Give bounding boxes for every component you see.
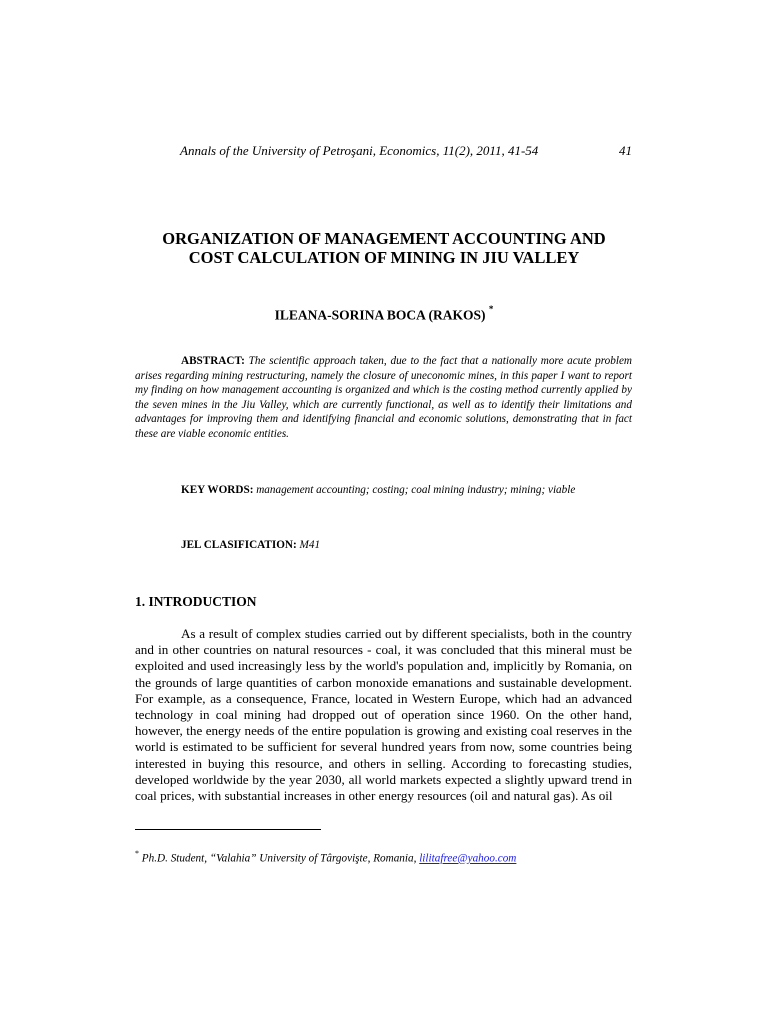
paper-title <box>100 229 668 267</box>
footnote <box>135 850 632 865</box>
introduction-paragraph: As a result of complex studies carried out by different specialists, both in the country and in other countries on natural resources - coal, it was concluded that this mineral must be exploited and used increasingly less by the world's population and, implicitly by Romania, on the grounds of large quantities of carbon monoxide emanations and sustainable development. For example, as a consequence, France, located in Western Europe, which had an advanced technology in coal mining had dropped out of operation since 1960. On the other hand, however, the energy needs of the entire population is growing and existing coal reserves in the world is estimated to be sufficient for several hundred years from now, some countries being interested in buying this resource, and others in selling. According to forecasting studies, developed worldwide by the year 2030, all world markets expected a slightly upward trend in coal prices, with substantial increases in other energy resources (oil and natural gas). As oil <box>135 626 632 804</box>
footnote-separator <box>135 829 321 830</box>
jel-code: M41 <box>299 539 321 551</box>
author-line <box>100 306 668 324</box>
journal-citation: Annals of the University of Petroşani, Economics, 11(2), 2011, 41-54 <box>180 143 539 158</box>
running-header <box>180 142 632 160</box>
jel-classification <box>135 538 632 553</box>
keywords-label: KEY WORDS: <box>181 484 254 496</box>
abstract <box>135 354 632 441</box>
introduction-body <box>135 626 632 804</box>
author-name: ILEANA-SORINA BOCA (RAKOS) <box>274 307 486 323</box>
abstract-label: ABSTRACT: <box>181 355 245 367</box>
page-number: 41 <box>619 143 632 158</box>
keywords-text: management accounting; costing; coal mining industry; mining; viable <box>256 484 576 496</box>
title-line-1: ORGANIZATION OF MANAGEMENT ACCOUNTING AND <box>162 229 606 248</box>
jel-label: JEL CLASIFICATION: <box>181 539 297 551</box>
title-line-2: COST CALCULATION OF MINING IN JIU VALLEY <box>188 248 580 267</box>
section-heading: 1. INTRODUCTION <box>135 594 257 609</box>
author-footnote-marker: * <box>488 304 494 314</box>
author-email-link[interactable]: lilitafree@yahoo.com <box>419 852 517 865</box>
footnote-text: Ph.D. Student, “Valahia” University of Târgovişte, Romania, <box>141 852 417 865</box>
footnote-marker: * <box>135 849 139 858</box>
keywords <box>135 483 632 498</box>
abstract-text: The scientific approach taken, due to the fact that a nationally more acute problem arises regarding mining restructuring, namely the closure of uneconomic mines, in this paper I want to report my finding on how management accounting is organized and which is the costing method currently applied by the seven mines in the Jiu Valley, which are currently functional, as well as to identify their limitations and advantages for improving them and identifying financial and economic solutions, demonstrating that in fact these are viable economic entities. <box>135 355 633 440</box>
